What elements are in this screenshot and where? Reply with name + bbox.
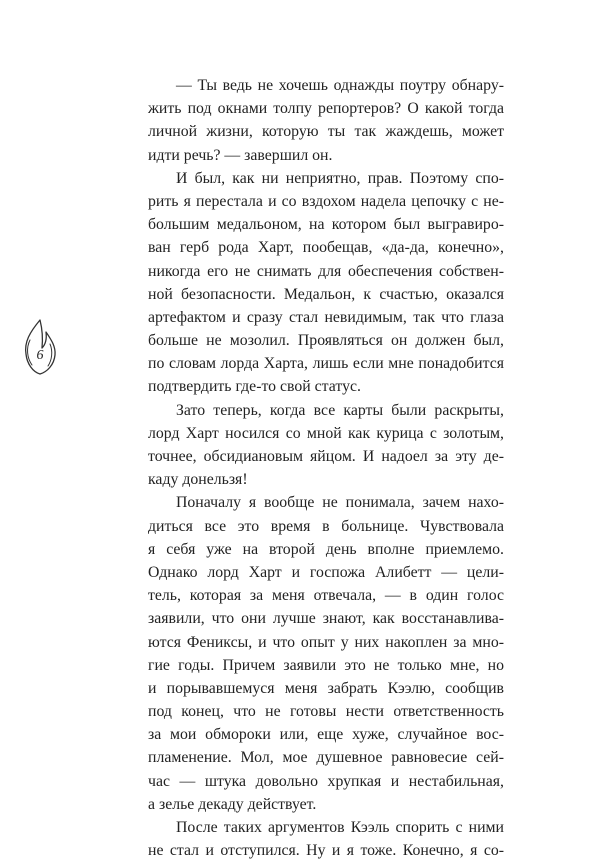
text-line: час — штука довольно хрупкая и нестабильная,: [148, 772, 504, 790]
text-line: Зато теперь, когда все карты были раскрыты,: [176, 401, 504, 419]
text-line: ной безопасности. Медальон, к счастью, оказался: [148, 285, 504, 303]
page-folio: [20, 318, 60, 376]
paragraph: [148, 167, 504, 399]
text-line: ются Фениксы, и что опыт у них накоплен за мно-: [148, 633, 504, 651]
text-line: по словам лорда Харта, лишь если мне понадобится: [148, 355, 504, 373]
text-line: И был, как ни неприятно, прав. Поэтому спо-: [176, 169, 504, 187]
text-line: я себя уже на второй день вполне приемлемо.: [148, 540, 504, 558]
paragraph: [148, 816, 504, 862]
text-line: точнее, обсидиановым яйцом. И надоел за эту де-: [148, 448, 504, 465]
body-text: [148, 74, 504, 862]
paragraph: [148, 399, 504, 492]
text-line: не стал и отступился. Ну и я тоже. Конечно, я со-: [148, 842, 504, 860]
text-line: — Ты ведь не хочешь однажды поутру обнару-: [176, 77, 504, 94]
text-line: больше не мозолил. Проявляться он должен был,: [148, 332, 504, 350]
text-line: тель, которая за меня отвечала, — в один голос: [148, 587, 504, 605]
text-line: жить под окнами толпу репортеров? О какой тогда: [148, 100, 504, 118]
text-line: рить я перестала и со вздохом надела цепочку с не-: [148, 192, 504, 210]
text-line: Поначалу я вообще не понимала, зачем нахо-: [176, 494, 504, 512]
text-line: лорд Харт носился со мной как курица с золотым,: [148, 424, 504, 442]
text-line: ван герб рода Харт, пообещав, «да-да, конечно»,: [148, 239, 504, 257]
paragraph: [148, 74, 504, 167]
text-line: большим медальоном, на котором был выгравиро-: [148, 216, 504, 234]
text-line: Однако лорд Харт и госпожа Алибетт — цели-: [148, 563, 504, 581]
text-line: После таких аргументов Кээль спорить с ними: [176, 819, 504, 836]
flame-icon: [20, 318, 60, 376]
text-line: идти речь? — завершил он.: [148, 146, 333, 164]
text-line: каду донельзя!: [148, 471, 248, 489]
text-line: а зелье декаду действует.: [148, 795, 317, 813]
paragraph: [148, 491, 504, 816]
text-line: диться все это время в больнице. Чувствовала: [148, 517, 504, 535]
text-line: заявили, что они лучше знают, как восстанавлива-: [148, 610, 504, 628]
text-line: артефактом и сразу стал невидимым, так что глаза: [148, 308, 504, 326]
text-line: под конец, что не готовы нести ответственность: [148, 703, 504, 721]
text-line: гие годы. Причем заявили это не только мне, но: [148, 656, 504, 674]
text-line: личной жизни, которую ты так жаждешь, может: [148, 123, 504, 141]
text-line: пламенение. Мол, мое душевное равновесие сей-: [148, 749, 504, 767]
page-number: 6: [36, 348, 44, 363]
text-line: за мои обмороки или, еще хуже, случайное вос-: [148, 726, 504, 744]
text-line: и порывавшемуся меня забрать Кээлю, сообщив: [148, 679, 504, 697]
text-line: подтвердить где-то свой статус.: [148, 378, 361, 396]
text-line: никогда его не снимать для обеспечения собствен-: [148, 262, 504, 280]
